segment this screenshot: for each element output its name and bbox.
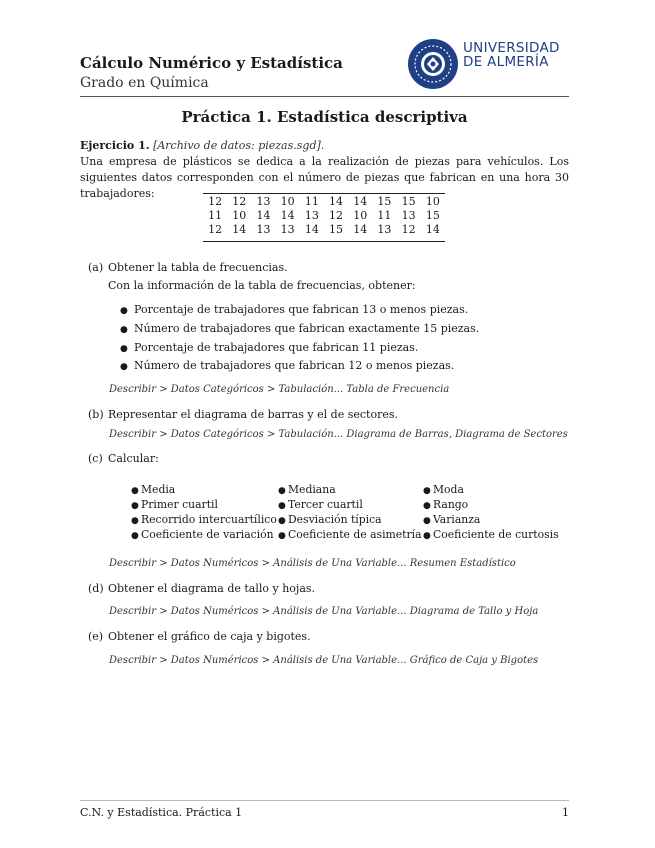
table-cell: 10 bbox=[425, 195, 440, 208]
exercise-label: Ejercicio 1. bbox=[80, 139, 150, 152]
part-e-menu-path: Describir > Datos Numéricos > Análisis de Una Variable... Gráfico de Caja y Bigotes bbox=[109, 655, 539, 666]
table-cell: 14 bbox=[353, 223, 368, 236]
university-name-line1: UNIVERSIDAD bbox=[463, 40, 560, 56]
part-c-mark: (c) bbox=[88, 452, 103, 465]
list-item: ● Coeficiente de asimetría bbox=[278, 528, 422, 541]
university-wordmark bbox=[463, 41, 560, 69]
university-name-line2: DE ALMERÍA bbox=[463, 54, 549, 70]
part-d-text: Obtener el diagrama de tallo y hojas. bbox=[108, 582, 316, 595]
header-divider bbox=[80, 96, 569, 97]
list-item: ● Mediana bbox=[278, 483, 336, 496]
data-table bbox=[203, 195, 445, 237]
bullet-icon: ● bbox=[423, 516, 431, 526]
table-row bbox=[203, 223, 445, 237]
bullet-icon: ● bbox=[278, 516, 286, 526]
part-a-mark: (a) bbox=[88, 261, 104, 274]
table-cell: 12 bbox=[232, 195, 247, 208]
table-cell: 11 bbox=[377, 209, 392, 222]
table-cell: 10 bbox=[280, 195, 295, 208]
bullet-icon: ● bbox=[423, 531, 431, 541]
part-b-menu-path: Describir > Datos Categóricos > Tabulación... Diagrama de Barras, Diagrama de Sectores bbox=[109, 429, 568, 440]
list-item: ● Coeficiente de curtosis bbox=[423, 528, 559, 541]
list-item: ● Moda bbox=[423, 483, 464, 496]
part-a-menu-path: Describir > Datos Categóricos > Tabulación... Tabla de Frecuencia bbox=[109, 384, 450, 395]
part-c-text: Calcular: bbox=[108, 452, 159, 465]
footer-divider bbox=[80, 800, 569, 801]
table-cell: 12 bbox=[208, 223, 223, 236]
table-cell: 14 bbox=[304, 223, 319, 236]
list-item: ● Recorrido intercuartílico bbox=[131, 513, 277, 526]
data-file-note: [Archivo de datos: piezas.sgd]. bbox=[153, 139, 325, 152]
table-cell: 14 bbox=[232, 223, 247, 236]
table-cell: 10 bbox=[232, 209, 247, 222]
part-e-mark: (e) bbox=[88, 630, 104, 643]
bullet-icon: ● bbox=[131, 501, 139, 511]
table-cell: 14 bbox=[329, 195, 344, 208]
bullet-icon: ● bbox=[120, 344, 128, 354]
part-e-text: Obtener el gráfico de caja y bigotes. bbox=[108, 630, 311, 643]
university-logo bbox=[407, 38, 567, 90]
table-cell: 14 bbox=[353, 195, 368, 208]
part-d-menu-path: Describir > Datos Numéricos > Análisis de Una Variable... Diagrama de Tallo y Hoja bbox=[109, 606, 539, 617]
bullet-icon: ● bbox=[131, 516, 139, 526]
course-title: Cálculo Numérico y Estadística bbox=[80, 54, 343, 72]
list-item: ● Rango bbox=[423, 498, 469, 511]
bullet-icon: ● bbox=[423, 501, 431, 511]
table-cell: 15 bbox=[425, 209, 440, 222]
bullet-icon: ● bbox=[278, 501, 286, 511]
document-title: Práctica 1. Estadística descriptiva bbox=[181, 108, 468, 126]
list-item: ● Desviación típica bbox=[278, 513, 382, 526]
part-b-text: Representar el diagrama de barras y el de sectores. bbox=[108, 408, 398, 421]
list-item: ● Número de trabajadores que fabrican exactamente 15 piezas. bbox=[120, 322, 480, 335]
table-cell: 14 bbox=[425, 223, 440, 236]
part-a-subtext: Con la información de la tabla de frecuencias, obtener: bbox=[108, 279, 416, 292]
bullet-icon: ● bbox=[278, 486, 286, 496]
footer-text: C.N. y Estadística. Práctica 1 bbox=[80, 806, 243, 819]
table-bottom-rule bbox=[203, 241, 445, 242]
table-cell: 15 bbox=[329, 223, 344, 236]
bullet-icon: ● bbox=[423, 486, 431, 496]
bullet-icon: ● bbox=[120, 325, 128, 335]
table-cell: 12 bbox=[401, 223, 416, 236]
list-item: ● Varianza bbox=[423, 513, 481, 526]
degree-name: Grado en Química bbox=[80, 75, 209, 91]
bullet-icon: ● bbox=[278, 531, 286, 541]
bullet-icon: ● bbox=[131, 486, 139, 496]
document-page bbox=[80, 0, 569, 848]
page-header bbox=[80, 40, 569, 97]
table-cell: 14 bbox=[256, 209, 271, 222]
part-c-menu-path: Describir > Datos Numéricos > Análisis de Una Variable... Resumen Estadístico bbox=[109, 558, 516, 569]
page-number: 1 bbox=[562, 806, 569, 819]
table-cell: 15 bbox=[377, 195, 392, 208]
list-item: ● Tercer cuartil bbox=[278, 498, 363, 511]
university-seal-icon bbox=[407, 38, 459, 90]
table-cell: 11 bbox=[304, 195, 319, 208]
list-item: ● Coeficiente de variación bbox=[131, 528, 274, 541]
part-d-mark: (d) bbox=[88, 582, 104, 595]
table-cell: 15 bbox=[401, 195, 416, 208]
table-cell: 13 bbox=[304, 209, 319, 222]
table-cell: 13 bbox=[377, 223, 392, 236]
table-row bbox=[203, 195, 445, 209]
table-row bbox=[203, 209, 445, 223]
list-item: ● Porcentaje de trabajadores que fabrican 13 o menos piezas. bbox=[120, 303, 469, 316]
list-item: ● Número de trabajadores que fabrican 12 o menos piezas. bbox=[120, 359, 455, 372]
list-item: ● Media bbox=[131, 483, 176, 496]
part-b-mark: (b) bbox=[88, 408, 104, 421]
list-item: ● Primer cuartil bbox=[131, 498, 218, 511]
bullet-icon: ● bbox=[120, 306, 128, 316]
table-cell: 13 bbox=[280, 223, 295, 236]
table-cell: 13 bbox=[401, 209, 416, 222]
exercise-heading bbox=[80, 139, 324, 152]
table-cell: 13 bbox=[256, 223, 271, 236]
table-cell: 14 bbox=[280, 209, 295, 222]
table-cell: 13 bbox=[256, 195, 271, 208]
exercise-intro: Una empresa de plásticos se dedica a la realización de piezas para vehículos. Los siguientes datos corresponden con el número de piezas que fabrican en una hora 30 trabajadores: bbox=[80, 155, 569, 200]
bullet-icon: ● bbox=[120, 362, 128, 372]
part-a-text: Obtener la tabla de frecuencias. bbox=[108, 261, 288, 274]
table-cell: 12 bbox=[208, 195, 223, 208]
table-cell: 12 bbox=[329, 209, 344, 222]
list-item: ● Porcentaje de trabajadores que fabrican 11 piezas. bbox=[120, 341, 419, 354]
table-cell: 11 bbox=[208, 209, 223, 222]
bullet-icon: ● bbox=[131, 531, 139, 541]
table-cell: 10 bbox=[353, 209, 368, 222]
